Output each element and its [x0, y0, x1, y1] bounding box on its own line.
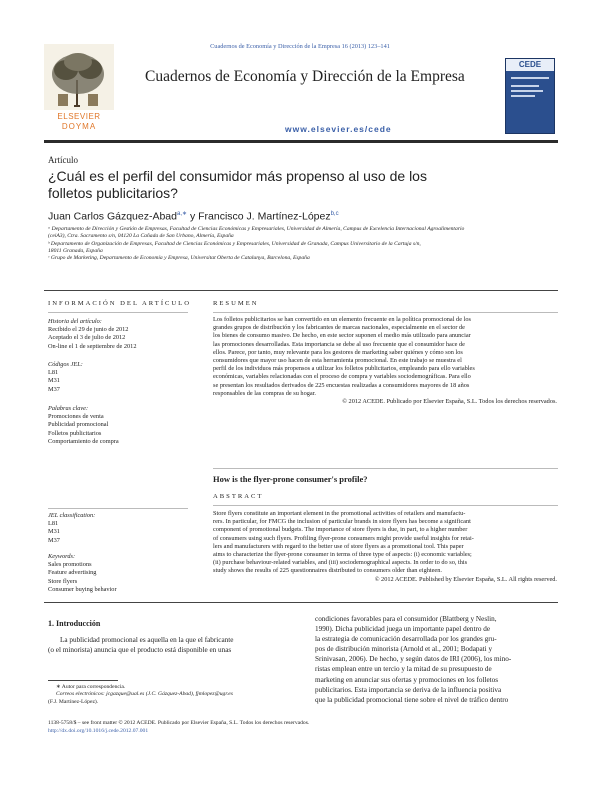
journal-reference[interactable]: Cuadernos de Economía y Dirección de la Empresa 16 (2013) 123–141: [210, 43, 390, 50]
author-list: [48, 210, 339, 223]
footnote-line: (F.J. Martínez-López).: [48, 698, 99, 705]
keyword: Comportamiento de compra: [48, 437, 119, 445]
keyword: Promociones de venta: [48, 413, 104, 421]
keyword: Folletos publicitarios: [48, 429, 102, 437]
author-1: Juan Carlos Gázquez-Abad: [48, 210, 177, 223]
abstract-text: [213, 510, 561, 584]
title-line-1: ¿Cuál es el perfil del consumidor más propenso al uso de los: [48, 168, 427, 184]
footnote-line: ∗ Autor para correspondencia.: [56, 684, 126, 690]
jel-code: L81: [48, 520, 59, 528]
jel-codes-es: [48, 361, 198, 394]
article-history: [48, 318, 198, 351]
history-online: On-line el 1 de septiembre de 2012: [48, 342, 137, 350]
resumen-line: se presentan los resultados derivados de 225 encuestas realizadas a consumidores mayores de 18 años: [213, 381, 470, 389]
resumen-line: responsables de las compras de su hogar.: [213, 389, 316, 397]
article-type: Artículo: [48, 155, 78, 165]
keyword: Sales promotions: [48, 561, 92, 569]
jel-label-en: JEL classification:: [48, 512, 96, 519]
resumen-line: los bienes de consumo masivo. De hecho, en este sector suponen el medio más utilizado para anunciar: [213, 332, 471, 340]
body-line: pos de distribución minorista (Arnold et al., 2001; Bodapati y: [315, 645, 493, 654]
resumen-heading: RESUMEN: [213, 300, 259, 307]
author-conjunction: y: [187, 210, 199, 223]
resumen-divider: [213, 312, 558, 313]
author-2: Francisco J. Martínez-López: [198, 210, 331, 223]
jel-codes-en: [48, 512, 198, 545]
header-rule: [44, 140, 558, 143]
body-line: 1990). Dicha publicidad juega un importante papel dentro de: [315, 625, 491, 634]
body-line: marketing en anunciar sus ofertas y promociones en los folletos: [315, 675, 499, 684]
copyright-en: © 2012 ACEDE. Published by Elsevier España, S.L. All rights reserved.: [374, 575, 557, 583]
history-accepted: Aceptado el 3 de julio de 2012: [48, 334, 126, 342]
resumen-line: las promociones desarrolladas. Esta importancia se debe al uso frecuente que el consumidor hace de: [213, 340, 465, 348]
journal-title: Cuadernos de Economía y Dirección de la Empresa: [145, 68, 465, 85]
footnote: [48, 684, 308, 706]
abstract-line: component of promotional budgets. The importance of store flyers is due, in part, to a higher number: [213, 526, 468, 534]
footnote-rule: [48, 680, 118, 681]
intro-left-column: [48, 635, 300, 655]
jel-code: L81: [48, 369, 59, 377]
body-divider: [44, 602, 558, 603]
author-1-affiliation[interactable]: a,∗: [177, 211, 188, 217]
body-line: Srinivasan, 2006). De hecho, y según datos de IRI (2006), los mino-: [315, 655, 512, 664]
jel-en-divider: [48, 508, 188, 509]
copyright-es: © 2012 ACEDE. Publicado por Elsevier España, S.L. Todos los derechos reservados.: [342, 398, 557, 406]
jel-code: M37: [48, 536, 60, 544]
affiliation-line: ᵃ Departamento de Dirección y Gestión de Empresas, Facultad de Ciencias Económicas y Empresariales, Universidad de Almería, Campus de Excelencia Internacional Agroalimentario: [48, 226, 465, 232]
doi-link[interactable]: http://dx.doi.org/10.1016/j.cede.2012.07.001: [48, 728, 149, 734]
keyword: Publicidad promocional: [48, 421, 109, 429]
affiliation-line: 18011 Granada, España: [48, 247, 103, 254]
resumen-line: Los folletos publicitarios se han convertido en un elemento frecuente en la política promocional de los: [213, 316, 471, 323]
abstract-line: Store flyers constitute an important element in the promotional activities of retailers and manufactu-: [213, 510, 466, 517]
keyword: Store flyers: [48, 577, 78, 585]
abstract-line: aims to characterize the flyer-prone consumer in terms of three type of aspects: (i) economic variables;: [213, 551, 472, 559]
resumen-line: económicas, variables relacionadas con el proceso de compra y variables sociodemográficas. Para ello: [213, 373, 471, 381]
body-line: La publicidad promocional es aquella en la que el fabricante: [60, 636, 234, 644]
history-received: Recibido el 29 de junio de 2012: [48, 326, 129, 334]
author-2-affiliation[interactable]: b,c: [330, 211, 339, 217]
logo-line1: ELSEVIER: [57, 112, 101, 121]
keywords-es: [48, 405, 198, 446]
body-line: (o el minorista) anuncia que el producto está disponible en unas: [48, 646, 232, 655]
keyword: Feature advertising: [48, 569, 97, 577]
body-line: ristas emplean entre un tercio y la mitad de su presupuesto de: [315, 665, 492, 674]
abstract-line: of consumers using such flyers. Profiling flyer-prone consumers might provide useful insights for retai-: [213, 534, 474, 542]
intro-heading: 1. Introducción: [48, 619, 101, 628]
keywords-label-en: Keywords:: [48, 553, 76, 560]
abstract-divider: [213, 505, 558, 506]
affiliations: [48, 226, 558, 262]
article-info-heading: INFORMACIÓN DEL ARTÍCULO: [48, 300, 191, 307]
abstract-heading: ABSTRACT: [213, 493, 264, 500]
keywords-en: [48, 553, 198, 594]
logo-line2: DOYMA: [61, 122, 97, 131]
jel-code: M31: [48, 377, 60, 385]
keyword: Consumer buying behavior: [48, 585, 117, 593]
title-line-2: folletos publicitarios?: [48, 185, 178, 201]
jel-code: M31: [48, 528, 60, 536]
english-title: How is the flyer-prone consumer's profile?: [213, 474, 368, 484]
jel-code: M37: [48, 385, 60, 393]
article-title: [48, 168, 427, 202]
resumen-line: ellos. Parece, por tanto, muy relevante para los gestores de marketing saber quiénes y cómo son los: [213, 348, 463, 356]
body-line: condiciones favorables para el consumidor (Blattberg y Neslin,: [315, 615, 497, 623]
issn-line: 1138-5758/$ – see front matter © 2012 ACEDE. Publicado por Elsevier España, S.L. Todos los derechos reservados.: [48, 720, 310, 726]
abstract-line: rers. In particular, for FMCG the inclusion of particular brands in store flyers has become a significant: [213, 518, 471, 526]
intro-right-column: [315, 614, 561, 705]
section-divider: [44, 290, 558, 291]
abstract-line: study shows the results of 225 questionnaires distributed to consumers older than eighteen.: [213, 567, 442, 575]
history-label: Historia del artículo:: [48, 318, 102, 325]
body-line: la estrategia de comunicación desarrollada por los grandes gru-: [315, 635, 497, 644]
footnote-emails[interactable]: Correos electrónicos: jcgazque@ual.es (J.C. Gázquez-Abad), fjmlopez@ugr.es: [56, 691, 233, 698]
resumen-line: consumidores que mayor uso hacen de esta herramienta promocional. En este trabajo se muestra el: [213, 357, 462, 365]
affiliation-line: ᶜ Grupo de Marketing, Departamento de Economía y Empresa, Universitat Oberta de Catalunya, Barcelona, España: [48, 255, 310, 262]
affiliation-line: ᵇ Departamento de Organización de Empresas, Facultad de Ciencias Económicas y Empresariales, Universidad de Granada, Campus Universitario de la Cartuja s/n,: [48, 240, 421, 247]
english-divider: [213, 468, 558, 469]
abstract-line: lers and manufacturers with regard to the better use of store flyers as a promotional tool. This paper: [213, 542, 464, 550]
resumen-line: perfil de los individuos más propensos a utilizar los folletos publicitarios, empleando para ello variables: [213, 365, 475, 373]
resumen-text: [213, 316, 561, 406]
body-line: publicitarios. Esta importancia se deriva de la influencia positiva: [315, 685, 502, 694]
keywords-label: Palabras clave:: [48, 405, 89, 412]
resumen-line: grandes grupos de distribución y los fabricantes de marcas nacionales, especialmente en el sector de: [213, 324, 465, 332]
jel-label: Códigos JEL:: [48, 361, 83, 368]
elsevier-logo: [44, 44, 114, 139]
info-divider: [48, 312, 188, 313]
journal-website[interactable]: www.elsevier.es/cede: [285, 124, 392, 134]
journal-cover-thumbnail: [505, 58, 555, 134]
cover-label: CEDE: [506, 59, 554, 71]
affiliation-line: (ceiA3), Ctra. Sacramento s/n, 04120 La Cañada de San Urbano, Almería, España: [48, 233, 234, 240]
abstract-line: (ii) purchase behaviour-related variables, and (iii) sociodemographical aspects. In order to do so, this: [213, 559, 468, 567]
body-line: que la publicidad promocional tiene sobre el nivel de tráfico dentro: [315, 695, 509, 704]
